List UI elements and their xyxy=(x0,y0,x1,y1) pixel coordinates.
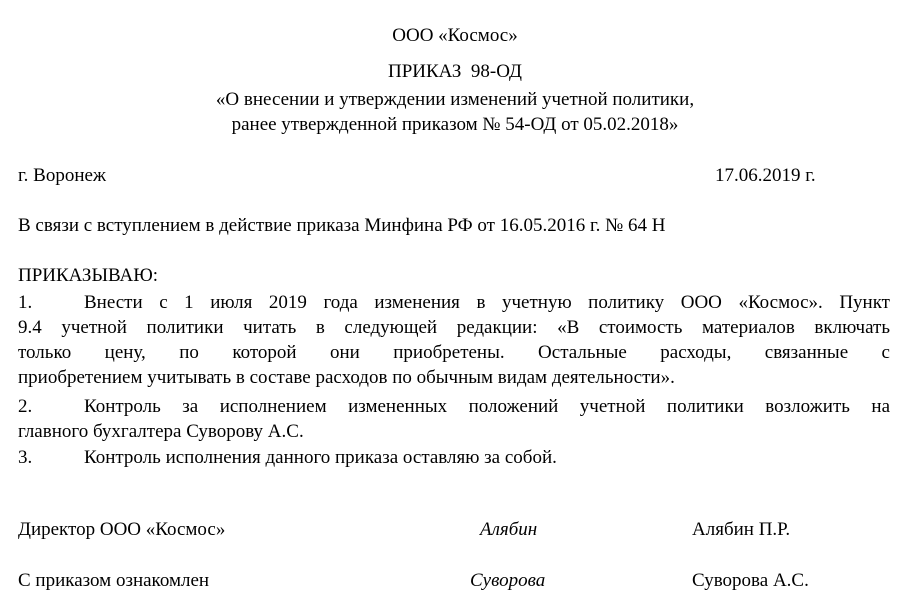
order-subject-line-2: ранее утвержденной приказом № 54-ОД от 05.02.2018» xyxy=(231,114,679,135)
order-title: ПРИКАЗ 98-ОД xyxy=(387,61,522,82)
order-item-1 xyxy=(18,290,890,390)
item-number: 3. xyxy=(18,447,33,468)
item-line: Контроль исполнения данного приказа оставляю за собой. xyxy=(84,447,557,468)
order-word: ПРИКАЗЫВАЮ: xyxy=(18,265,159,286)
order-item-2 xyxy=(18,394,890,444)
company-name: ООО «Космос» xyxy=(392,25,518,46)
item-line: главного бухгалтера Суворову А.С. xyxy=(18,421,304,442)
order-date: 17.06.2019 г. xyxy=(715,165,816,186)
item-number: 2. xyxy=(18,396,33,417)
item-line: только цену, по которой они приобретены. Остальные расходы, связанные с xyxy=(18,342,890,363)
item-number: 1. xyxy=(18,292,33,313)
item-line: 9.4 учетной политики читать в следующей редакции: «В стоимость материалов включать xyxy=(18,317,890,338)
order-item-3 xyxy=(18,445,890,470)
item-line: Контроль за исполнением измененных положений учетной политики возложить на xyxy=(84,396,890,417)
signature-name-accountant: Суворова А.С. xyxy=(692,570,809,591)
signature-name-director: Алябин П.Р. xyxy=(692,519,791,540)
signature-director: Алябин xyxy=(480,519,538,540)
order-subject-line-1: «О внесении и утверждении изменений учетной политики, xyxy=(215,89,695,110)
signature-role-director: Директор ООО «Космос» xyxy=(18,519,226,540)
city: г. Воронеж xyxy=(18,165,107,186)
item-line: Внести с 1 июля 2019 года изменения в учетную политику ООО «Космос». Пункт xyxy=(84,292,890,313)
order-basis: В связи с вступлением в действие приказа Минфина РФ от 16.05.2016 г. № 64 Н xyxy=(18,215,666,236)
signature-accountant: Суворова xyxy=(470,570,546,591)
signature-role-acknowledged: С приказом ознакомлен xyxy=(18,570,210,591)
item-line: приобретением учитывать в составе расходов по обычным видам деятельности». xyxy=(18,367,675,388)
